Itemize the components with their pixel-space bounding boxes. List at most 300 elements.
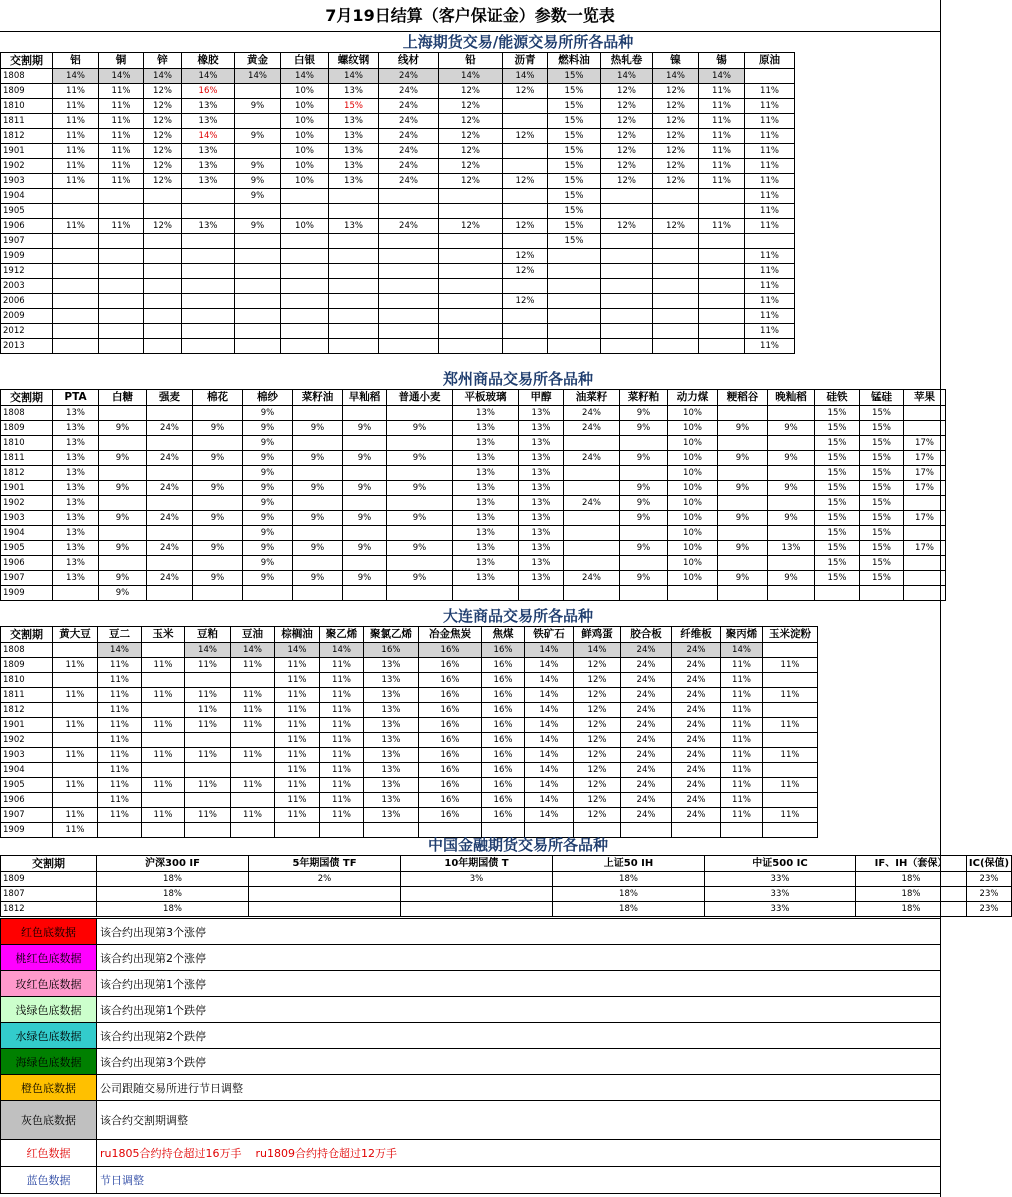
cffex-header-6: IC(保值) bbox=[967, 856, 1012, 872]
dce-cell: 14% bbox=[185, 643, 231, 658]
dce-header-12: 胶合板 bbox=[621, 627, 672, 643]
dce-cell: 14% bbox=[525, 718, 574, 733]
dce-month: 1905 bbox=[1, 778, 53, 793]
dce-cell bbox=[53, 673, 98, 688]
shfe-cell bbox=[548, 264, 601, 279]
czce-cell bbox=[564, 526, 620, 541]
czce-cell: 13% bbox=[53, 556, 99, 571]
shfe-cell bbox=[99, 189, 144, 204]
shfe-cell: 9% bbox=[235, 129, 281, 144]
czce-cell bbox=[387, 466, 453, 481]
dce-cell: 12% bbox=[574, 778, 621, 793]
shfe-cell: 13% bbox=[329, 144, 379, 159]
shfe-cell bbox=[235, 279, 281, 294]
shfe-cell bbox=[235, 324, 281, 339]
shfe-cell: 12% bbox=[439, 129, 503, 144]
czce-month: 1909 bbox=[1, 586, 53, 601]
czce-cell bbox=[99, 556, 147, 571]
legend-row bbox=[1, 971, 941, 997]
shfe-cell bbox=[144, 234, 182, 249]
shfe-cell bbox=[548, 324, 601, 339]
shfe-cell bbox=[503, 189, 548, 204]
shfe-cell bbox=[503, 324, 548, 339]
czce-cell: 10% bbox=[668, 511, 718, 526]
dce-cell: 16% bbox=[419, 733, 482, 748]
dce-cell: 13% bbox=[364, 673, 419, 688]
czce-cell bbox=[904, 496, 946, 511]
shfe-cell: 12% bbox=[503, 294, 548, 309]
dce-month: 1906 bbox=[1, 793, 53, 808]
dce-cell bbox=[231, 733, 275, 748]
czce-cell bbox=[718, 556, 768, 571]
czce-cell: 9% bbox=[343, 541, 387, 556]
shfe-cell: 24% bbox=[379, 114, 439, 129]
legend-swatch-label: 海绿色底数据 bbox=[1, 1049, 97, 1075]
czce-cell: 9% bbox=[243, 421, 293, 436]
czce-cell: 24% bbox=[147, 511, 193, 526]
legend-swatch-label: 红色数据 bbox=[1, 1140, 97, 1167]
dce-cell: 11% bbox=[320, 688, 364, 703]
dce-cell: 14% bbox=[525, 808, 574, 823]
czce-cell: 9% bbox=[243, 526, 293, 541]
dce-cell: 24% bbox=[672, 658, 721, 673]
dce-cell: 24% bbox=[621, 733, 672, 748]
dce-cell: 14% bbox=[275, 643, 320, 658]
legend-swatch-label: 红色底数据 bbox=[1, 919, 97, 945]
czce-cell bbox=[99, 436, 147, 451]
shfe-cell bbox=[53, 294, 99, 309]
dce-cell: 11% bbox=[763, 778, 818, 793]
shfe-cell: 12% bbox=[439, 99, 503, 114]
czce-cell bbox=[768, 466, 815, 481]
shfe-cell bbox=[329, 324, 379, 339]
czce-cell: 9% bbox=[387, 481, 453, 496]
blank-cell bbox=[818, 778, 910, 793]
shfe-cell: 11% bbox=[99, 144, 144, 159]
czce-cell bbox=[564, 556, 620, 571]
czce-cell bbox=[620, 556, 668, 571]
shfe-cell bbox=[601, 324, 653, 339]
dce-header-11: 鲜鸡蛋 bbox=[574, 627, 621, 643]
shfe-row bbox=[1, 99, 795, 114]
dce-cell: 14% bbox=[525, 643, 574, 658]
czce-cell: 9% bbox=[343, 451, 387, 466]
dce-cell bbox=[185, 673, 231, 688]
shfe-cell bbox=[182, 339, 235, 354]
dce-cell bbox=[185, 733, 231, 748]
dce-header-0: 黄大豆 bbox=[53, 627, 98, 643]
czce-header-16: 锰硅 bbox=[860, 390, 904, 406]
cffex-cell bbox=[249, 902, 401, 917]
shfe-cell bbox=[439, 294, 503, 309]
czce-cell: 24% bbox=[147, 541, 193, 556]
czce-cell bbox=[564, 436, 620, 451]
czce-cell: 13% bbox=[53, 481, 99, 496]
czce-cell: 13% bbox=[519, 451, 564, 466]
dce-cell: 16% bbox=[419, 688, 482, 703]
shfe-cell: 10% bbox=[281, 159, 329, 174]
dce-header-15: 玉米淀粉 bbox=[763, 627, 818, 643]
czce-cell: 9% bbox=[718, 451, 768, 466]
dce-cell: 11% bbox=[98, 808, 142, 823]
dce-cell: 12% bbox=[574, 658, 621, 673]
legend-swatch-label: 橙色底数据 bbox=[1, 1075, 97, 1101]
shfe-section-title: 上海期货交易/能源交易所所各品种 bbox=[402, 33, 634, 51]
dce-cell bbox=[763, 733, 818, 748]
shfe-cell: 11% bbox=[53, 159, 99, 174]
shfe-header-3: 橡胶 bbox=[182, 53, 235, 69]
dce-cell: 14% bbox=[721, 643, 763, 658]
shfe-cell: 15% bbox=[329, 99, 379, 114]
shfe-cell bbox=[235, 249, 281, 264]
legend-row bbox=[1, 945, 941, 971]
shfe-cell bbox=[99, 234, 144, 249]
shfe-cell: 9% bbox=[235, 99, 281, 114]
cffex-month: 1807 bbox=[1, 887, 97, 902]
shfe-month: 2009 bbox=[1, 309, 53, 324]
legend-row bbox=[1, 997, 941, 1023]
czce-cell bbox=[387, 496, 453, 511]
shfe-month: 1809 bbox=[1, 84, 53, 99]
dce-cell: 11% bbox=[320, 718, 364, 733]
shfe-cell bbox=[99, 339, 144, 354]
dce-row bbox=[1, 643, 910, 658]
dce-cell: 11% bbox=[53, 808, 98, 823]
shfe-cell: 12% bbox=[503, 264, 548, 279]
dce-cell: 24% bbox=[621, 658, 672, 673]
czce-month: 1907 bbox=[1, 571, 53, 586]
shfe-cell bbox=[53, 339, 99, 354]
shfe-month: 1905 bbox=[1, 204, 53, 219]
shfe-cell bbox=[745, 69, 795, 84]
czce-cell bbox=[904, 571, 946, 586]
dce-cell: 11% bbox=[231, 748, 275, 763]
sheet-title: 7月19日结算（客户保证金）参数一览表 bbox=[0, 0, 940, 32]
czce-cell: 9% bbox=[718, 421, 768, 436]
shfe-cell bbox=[53, 249, 99, 264]
czce-cell: 9% bbox=[243, 406, 293, 421]
dce-cell: 11% bbox=[231, 658, 275, 673]
czce-cell: 13% bbox=[519, 571, 564, 586]
dce-cell: 11% bbox=[185, 703, 231, 718]
dce-cell: 12% bbox=[574, 808, 621, 823]
czce-cell bbox=[193, 466, 243, 481]
blank-cell bbox=[818, 718, 910, 733]
dce-cell: 24% bbox=[672, 778, 721, 793]
czce-cell bbox=[718, 496, 768, 511]
czce-cell: 13% bbox=[53, 541, 99, 556]
dce-cell: 11% bbox=[98, 748, 142, 763]
czce-cell: 24% bbox=[564, 421, 620, 436]
shfe-cell: 12% bbox=[439, 114, 503, 129]
shfe-cell: 15% bbox=[548, 159, 601, 174]
dce-cell: 11% bbox=[185, 688, 231, 703]
dce-cell: 11% bbox=[275, 808, 320, 823]
cffex-cell: 23% bbox=[967, 887, 1012, 902]
shfe-cell bbox=[699, 204, 745, 219]
czce-cell: 10% bbox=[668, 526, 718, 541]
dce-cell: 11% bbox=[320, 748, 364, 763]
czce-cell: 13% bbox=[53, 436, 99, 451]
dce-cell: 11% bbox=[98, 688, 142, 703]
dce-cell: 14% bbox=[98, 643, 142, 658]
shfe-cell: 12% bbox=[503, 84, 548, 99]
czce-cell: 15% bbox=[860, 511, 904, 526]
czce-cell: 9% bbox=[99, 451, 147, 466]
czce-cell bbox=[193, 586, 243, 601]
shfe-cell: 11% bbox=[745, 204, 795, 219]
shfe-month: 1904 bbox=[1, 189, 53, 204]
blank-cell bbox=[818, 733, 910, 748]
cffex-section-title: 中国金融期货交易所各品种 bbox=[427, 836, 608, 854]
czce-cell: 10% bbox=[668, 481, 718, 496]
shfe-row bbox=[1, 309, 795, 324]
dce-cell: 11% bbox=[185, 808, 231, 823]
czce-cell bbox=[904, 526, 946, 541]
czce-cell: 9% bbox=[243, 541, 293, 556]
shfe-cell bbox=[699, 324, 745, 339]
czce-cell: 9% bbox=[193, 481, 243, 496]
czce-month: 1811 bbox=[1, 451, 53, 466]
shfe-cell bbox=[281, 309, 329, 324]
czce-cell: 13% bbox=[519, 421, 564, 436]
czce-cell bbox=[147, 466, 193, 481]
shfe-cell bbox=[601, 339, 653, 354]
czce-header-2: 强麦 bbox=[147, 390, 193, 406]
dce-cell: 11% bbox=[275, 763, 320, 778]
czce-cell: 9% bbox=[620, 571, 668, 586]
dce-cell bbox=[142, 733, 185, 748]
czce-header-4: 棉纱 bbox=[243, 390, 293, 406]
shfe-cell bbox=[379, 204, 439, 219]
dce-cell: 12% bbox=[574, 688, 621, 703]
shfe-cell bbox=[99, 249, 144, 264]
shfe-cell: 11% bbox=[745, 114, 795, 129]
dce-cell: 14% bbox=[320, 643, 364, 658]
czce-cell: 13% bbox=[53, 511, 99, 526]
dce-cell: 16% bbox=[482, 808, 525, 823]
shfe-cell: 11% bbox=[699, 84, 745, 99]
shfe-cell bbox=[99, 204, 144, 219]
dce-month: 1811 bbox=[1, 688, 53, 703]
czce-cell bbox=[860, 586, 904, 601]
czce-cell bbox=[293, 526, 343, 541]
blank-cell bbox=[818, 748, 910, 763]
czce-cell: 15% bbox=[860, 451, 904, 466]
czce-row bbox=[1, 421, 946, 436]
czce-cell: 9% bbox=[193, 571, 243, 586]
czce-cell bbox=[768, 556, 815, 571]
shfe-cell: 12% bbox=[601, 174, 653, 189]
cffex-cell: 3% bbox=[401, 872, 553, 887]
shfe-cell: 10% bbox=[281, 99, 329, 114]
shfe-row bbox=[1, 159, 795, 174]
cffex-month: 1812 bbox=[1, 902, 97, 917]
dce-cell bbox=[142, 703, 185, 718]
shfe-cell: 12% bbox=[653, 129, 699, 144]
legend-swatch-label: 蓝色数据 bbox=[1, 1167, 97, 1194]
shfe-cell bbox=[235, 204, 281, 219]
shfe-cell bbox=[653, 309, 699, 324]
czce-cell: 9% bbox=[620, 406, 668, 421]
shfe-cell: 14% bbox=[281, 69, 329, 84]
dce-cell: 11% bbox=[142, 718, 185, 733]
shfe-cell: 12% bbox=[144, 219, 182, 234]
shfe-cell: 16% bbox=[182, 84, 235, 99]
dce-month: 1808 bbox=[1, 643, 53, 658]
czce-cell: 17% bbox=[904, 436, 946, 451]
shfe-cell: 15% bbox=[548, 99, 601, 114]
dce-cell: 11% bbox=[721, 718, 763, 733]
shfe-cell bbox=[182, 204, 235, 219]
czce-cell bbox=[147, 406, 193, 421]
shfe-cell: 12% bbox=[439, 144, 503, 159]
czce-cell bbox=[387, 586, 453, 601]
czce-cell: 15% bbox=[860, 541, 904, 556]
shfe-cell bbox=[503, 204, 548, 219]
shfe-header-14: 原油 bbox=[745, 53, 795, 69]
shfe-cell bbox=[281, 204, 329, 219]
czce-cell: 15% bbox=[815, 526, 860, 541]
shfe-cell bbox=[699, 264, 745, 279]
czce-cell: 24% bbox=[147, 421, 193, 436]
dce-cell bbox=[763, 673, 818, 688]
shfe-cell: 11% bbox=[99, 159, 144, 174]
shfe-cell: 9% bbox=[235, 159, 281, 174]
dce-header-2: 玉米 bbox=[142, 627, 185, 643]
czce-cell bbox=[768, 586, 815, 601]
czce-cell: 9% bbox=[343, 511, 387, 526]
dce-cell bbox=[53, 793, 98, 808]
shfe-cell bbox=[379, 264, 439, 279]
czce-cell: 17% bbox=[904, 451, 946, 466]
legend-description: 该合约出现第2个跌停 bbox=[97, 1023, 941, 1049]
dce-cell: 11% bbox=[185, 658, 231, 673]
dce-table bbox=[0, 626, 910, 838]
cffex-table bbox=[0, 855, 1012, 917]
cffex-cell bbox=[401, 887, 553, 902]
dce-cell: 24% bbox=[621, 748, 672, 763]
czce-cell: 13% bbox=[53, 406, 99, 421]
dce-header-5: 棕榈油 bbox=[275, 627, 320, 643]
shfe-cell: 11% bbox=[745, 174, 795, 189]
shfe-cell: 12% bbox=[503, 219, 548, 234]
czce-cell bbox=[147, 436, 193, 451]
czce-cell: 10% bbox=[668, 421, 718, 436]
shfe-cell bbox=[329, 279, 379, 294]
czce-cell: 10% bbox=[668, 406, 718, 421]
dce-cell bbox=[231, 763, 275, 778]
dce-cell: 11% bbox=[98, 793, 142, 808]
czce-cell: 13% bbox=[519, 481, 564, 496]
dce-row bbox=[1, 778, 910, 793]
czce-cell bbox=[387, 406, 453, 421]
shfe-cell: 11% bbox=[99, 99, 144, 114]
shfe-cell: 12% bbox=[601, 84, 653, 99]
shfe-cell bbox=[699, 279, 745, 294]
czce-cell bbox=[293, 406, 343, 421]
czce-month: 1906 bbox=[1, 556, 53, 571]
czce-header-0: PTA bbox=[53, 390, 99, 406]
shfe-cell bbox=[601, 309, 653, 324]
dce-cell: 16% bbox=[419, 778, 482, 793]
shfe-cell: 14% bbox=[99, 69, 144, 84]
shfe-cell bbox=[329, 189, 379, 204]
czce-cell bbox=[718, 586, 768, 601]
shfe-cell: 12% bbox=[439, 174, 503, 189]
czce-cell bbox=[519, 586, 564, 601]
shfe-cell bbox=[439, 234, 503, 249]
dce-cell: 11% bbox=[721, 793, 763, 808]
shfe-cell bbox=[601, 189, 653, 204]
shfe-cell bbox=[548, 249, 601, 264]
czce-cell: 9% bbox=[99, 421, 147, 436]
dce-cell: 24% bbox=[672, 733, 721, 748]
dce-cell: 11% bbox=[721, 748, 763, 763]
shfe-row bbox=[1, 324, 795, 339]
shfe-cell bbox=[329, 294, 379, 309]
shfe-cell: 11% bbox=[99, 84, 144, 99]
czce-row bbox=[1, 436, 946, 451]
shfe-cell bbox=[281, 294, 329, 309]
czce-row bbox=[1, 406, 946, 421]
czce-row bbox=[1, 481, 946, 496]
czce-cell: 9% bbox=[768, 421, 815, 436]
czce-header-15: 硅铁 bbox=[815, 390, 860, 406]
czce-cell bbox=[343, 526, 387, 541]
cffex-month: 1809 bbox=[1, 872, 97, 887]
cffex-header-2: 10年期国债 T bbox=[401, 856, 553, 872]
dce-row bbox=[1, 703, 910, 718]
czce-cell: 9% bbox=[243, 571, 293, 586]
shfe-cell bbox=[601, 249, 653, 264]
shfe-month: 2006 bbox=[1, 294, 53, 309]
czce-header-6: 早籼稻 bbox=[343, 390, 387, 406]
shfe-cell: 11% bbox=[53, 174, 99, 189]
czce-cell: 15% bbox=[860, 496, 904, 511]
czce-cell: 13% bbox=[53, 526, 99, 541]
dce-corner-label: 交割期 bbox=[1, 627, 53, 643]
shfe-cell: 14% bbox=[53, 69, 99, 84]
czce-cell: 13% bbox=[53, 451, 99, 466]
cffex-cell: 18% bbox=[553, 902, 705, 917]
czce-cell: 15% bbox=[860, 481, 904, 496]
dce-row bbox=[1, 748, 910, 763]
czce-cell: 13% bbox=[453, 571, 519, 586]
dce-cell: 16% bbox=[419, 793, 482, 808]
czce-cell: 10% bbox=[668, 496, 718, 511]
shfe-header-4: 黄金 bbox=[235, 53, 281, 69]
czce-cell: 15% bbox=[815, 466, 860, 481]
czce-cell bbox=[99, 526, 147, 541]
dce-cell: 11% bbox=[721, 673, 763, 688]
dce-cell: 13% bbox=[364, 748, 419, 763]
dce-cell: 11% bbox=[275, 748, 320, 763]
blank-cell bbox=[818, 703, 910, 718]
dce-cell: 24% bbox=[672, 673, 721, 688]
blank-cell bbox=[818, 808, 910, 823]
shfe-cell bbox=[99, 309, 144, 324]
shfe-cell: 14% bbox=[601, 69, 653, 84]
czce-cell: 15% bbox=[815, 481, 860, 496]
shfe-cell bbox=[329, 264, 379, 279]
shfe-cell bbox=[281, 189, 329, 204]
shfe-cell bbox=[653, 339, 699, 354]
czce-cell bbox=[147, 526, 193, 541]
shfe-cell bbox=[235, 144, 281, 159]
czce-cell: 13% bbox=[453, 421, 519, 436]
shfe-cell bbox=[281, 249, 329, 264]
